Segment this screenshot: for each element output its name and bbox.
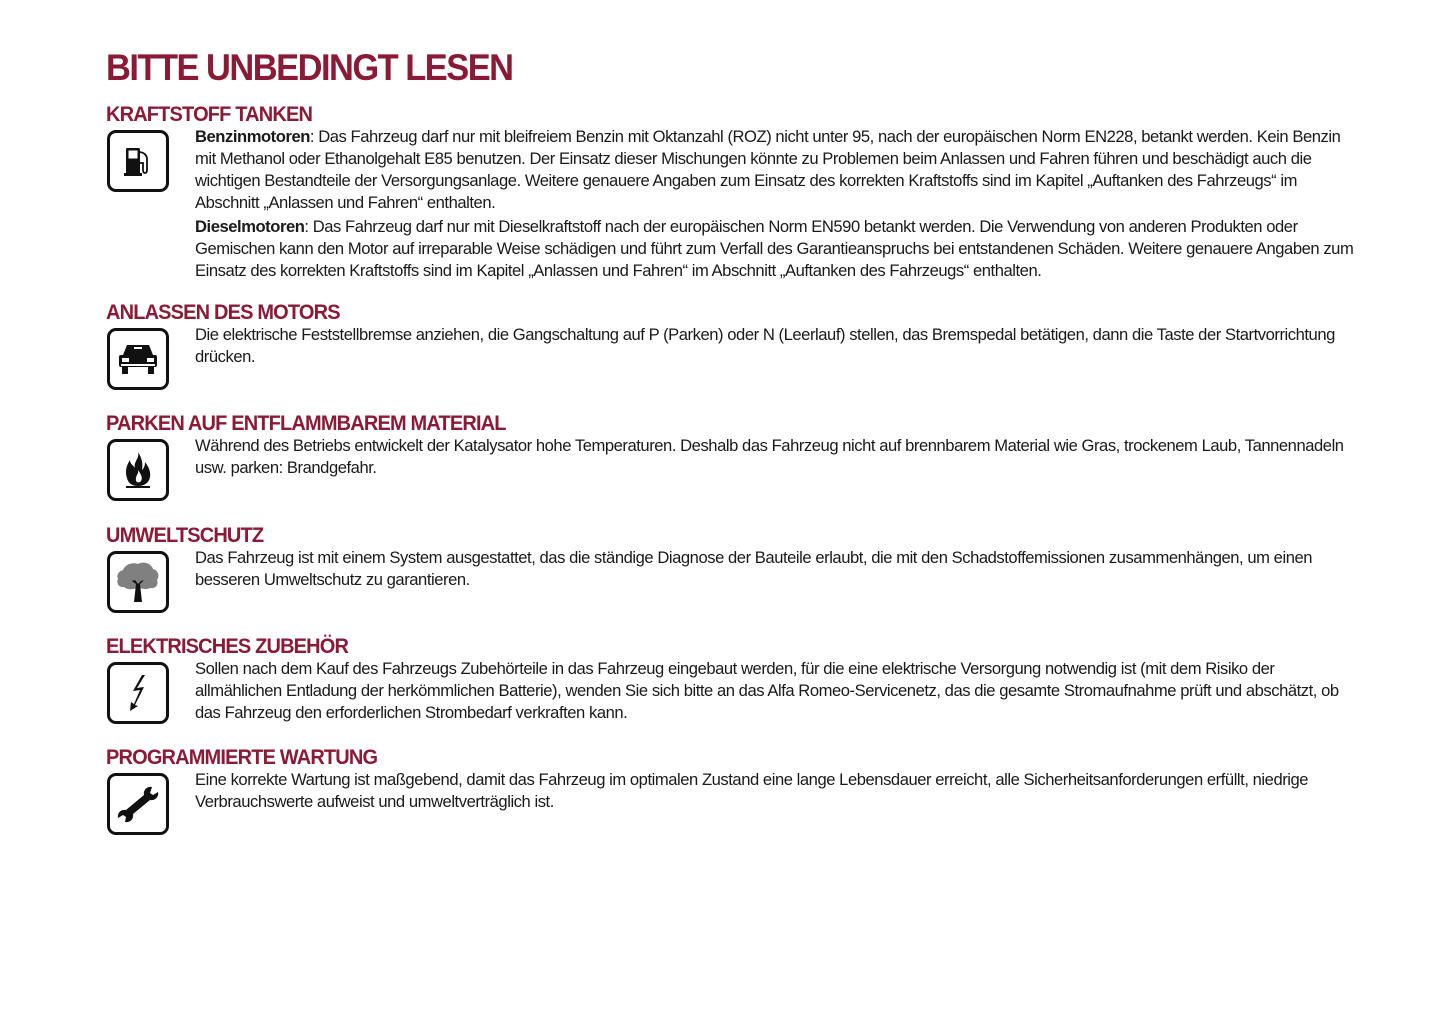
wrench-icon	[107, 773, 169, 835]
page-title: BITTE UNBEDINGT LESEN	[106, 47, 513, 88]
section-title: KRAFTSTOFF TANKEN	[106, 102, 313, 126]
paragraph-diesel: Dieselmotoren: Das Fahrzeug darf nur mit Dieselkraftstoff nach der europäischen Norm EN590 betankt werden. Die Verwendung von anderen Produkten oder Gemischen kann den Motor auf irreparable Weise schädigen und führt zum Verfall des Garantieanspruchs bei entstandenen Schäden. Weitere genauere Angaben zum Einsatz des korrekten Kraftstoffs sind im Kapitel „Anlassen und Fahren“ im Abschnitt „Auftanken des Fahrzeugs“ enthalten.	[195, 217, 1354, 280]
section-body	[195, 126, 1360, 282]
section-body: Die elektrische Feststellbremse anziehen, die Gangschaltung auf P (Parken) oder N (Leerlauf) stellen, das Bremspedal betätigen, dann die Taste der Startvorrichtung drücken.	[195, 325, 1335, 366]
section-title: UMWELTSCHUTZ	[106, 523, 264, 547]
section-body: Das Fahrzeug ist mit einem System ausgestattet, das die ständige Diagnose der Bauteile erlaubt, die mit den Schadstoffemissionen zusammenhängen, um einen besseren Umweltschutz zu garantieren.	[195, 548, 1313, 589]
car-front-icon	[107, 328, 169, 390]
fuel-pump-icon	[107, 130, 169, 192]
section-parken-entflammbar	[106, 411, 1356, 477]
section-body: Sollen nach dem Kauf des Fahrzeugs Zubehörteile in das Fahrzeug eingebaut werden, für die eine elektrische Versorgung notwendig ist (mit dem Risiko der allmählichen Entladung der herkömmlichen Batterie), wenden Sie sich bitte an das Alfa Romeo-Servicenetz, das die gesamte Stromaufnahme prüft und abschätzt, ob das Fahrzeug den erforderlichen Strombedarf verkraften kann.	[195, 659, 1339, 722]
section-body: Während des Betriebs entwickelt der Katalysator hohe Temperaturen. Deshalb das Fahrzeug nicht auf brennbarem Material wie Gras, trockenem Laub, Tannennadeln usw. parken: Brandgefahr.	[195, 436, 1344, 477]
tree-icon	[107, 551, 169, 613]
paragraph-benzin: Benzinmotoren: Das Fahrzeug darf nur mit bleifreiem Benzin mit Oktanzahl (ROZ) nicht unter 95, nach der europäischen Norm EN228, betankt werden. Kein Benzin mit Methanol oder Ethanolgehalt E85 benutzen. Der Einsatz dieser Mischungen könnte zu Problemen beim Anlassen und Fahren führen und beschädigt auch die wichtigen Bestandteile der Versorgungsanlage. Weitere genauere Angaben zum Einsatz des korrekten Kraftstoffs sind im Kapitel „Auftanken des Fahrzeugs“ im Abschnitt „Anlassen und Fahren“ enthalten.	[195, 127, 1341, 212]
section-title: ELEKTRISCHES ZUBEHÖR	[106, 634, 349, 658]
section-elektrisches-zubehoer	[106, 634, 1356, 722]
label-benzinmotoren: Benzinmotoren	[195, 127, 310, 146]
lightning-bolt-icon	[107, 662, 169, 724]
label-dieselmotoren: Dieselmotoren	[195, 217, 305, 236]
section-kraftstoff-tanken	[106, 102, 1356, 280]
section-title: PROGRAMMIERTE WARTUNG	[106, 745, 378, 769]
section-title: PARKEN AUF ENTFLAMMBAREM MATERIAL	[106, 411, 506, 435]
section-programmierte-wartung	[106, 745, 1356, 811]
section-umweltschutz	[106, 523, 1356, 589]
section-anlassen-des-motors	[106, 300, 1356, 366]
section-title: ANLASSEN DES MOTORS	[106, 300, 340, 324]
flame-icon	[107, 439, 169, 501]
section-body: Eine korrekte Wartung ist maßgebend, damit das Fahrzeug im optimalen Zustand eine lange Lebensdauer erreicht, alle Sicherheitsanforderungen erfüllt, niedrige Verbrauchswerte aufweist und umweltverträglich ist.	[195, 770, 1309, 811]
